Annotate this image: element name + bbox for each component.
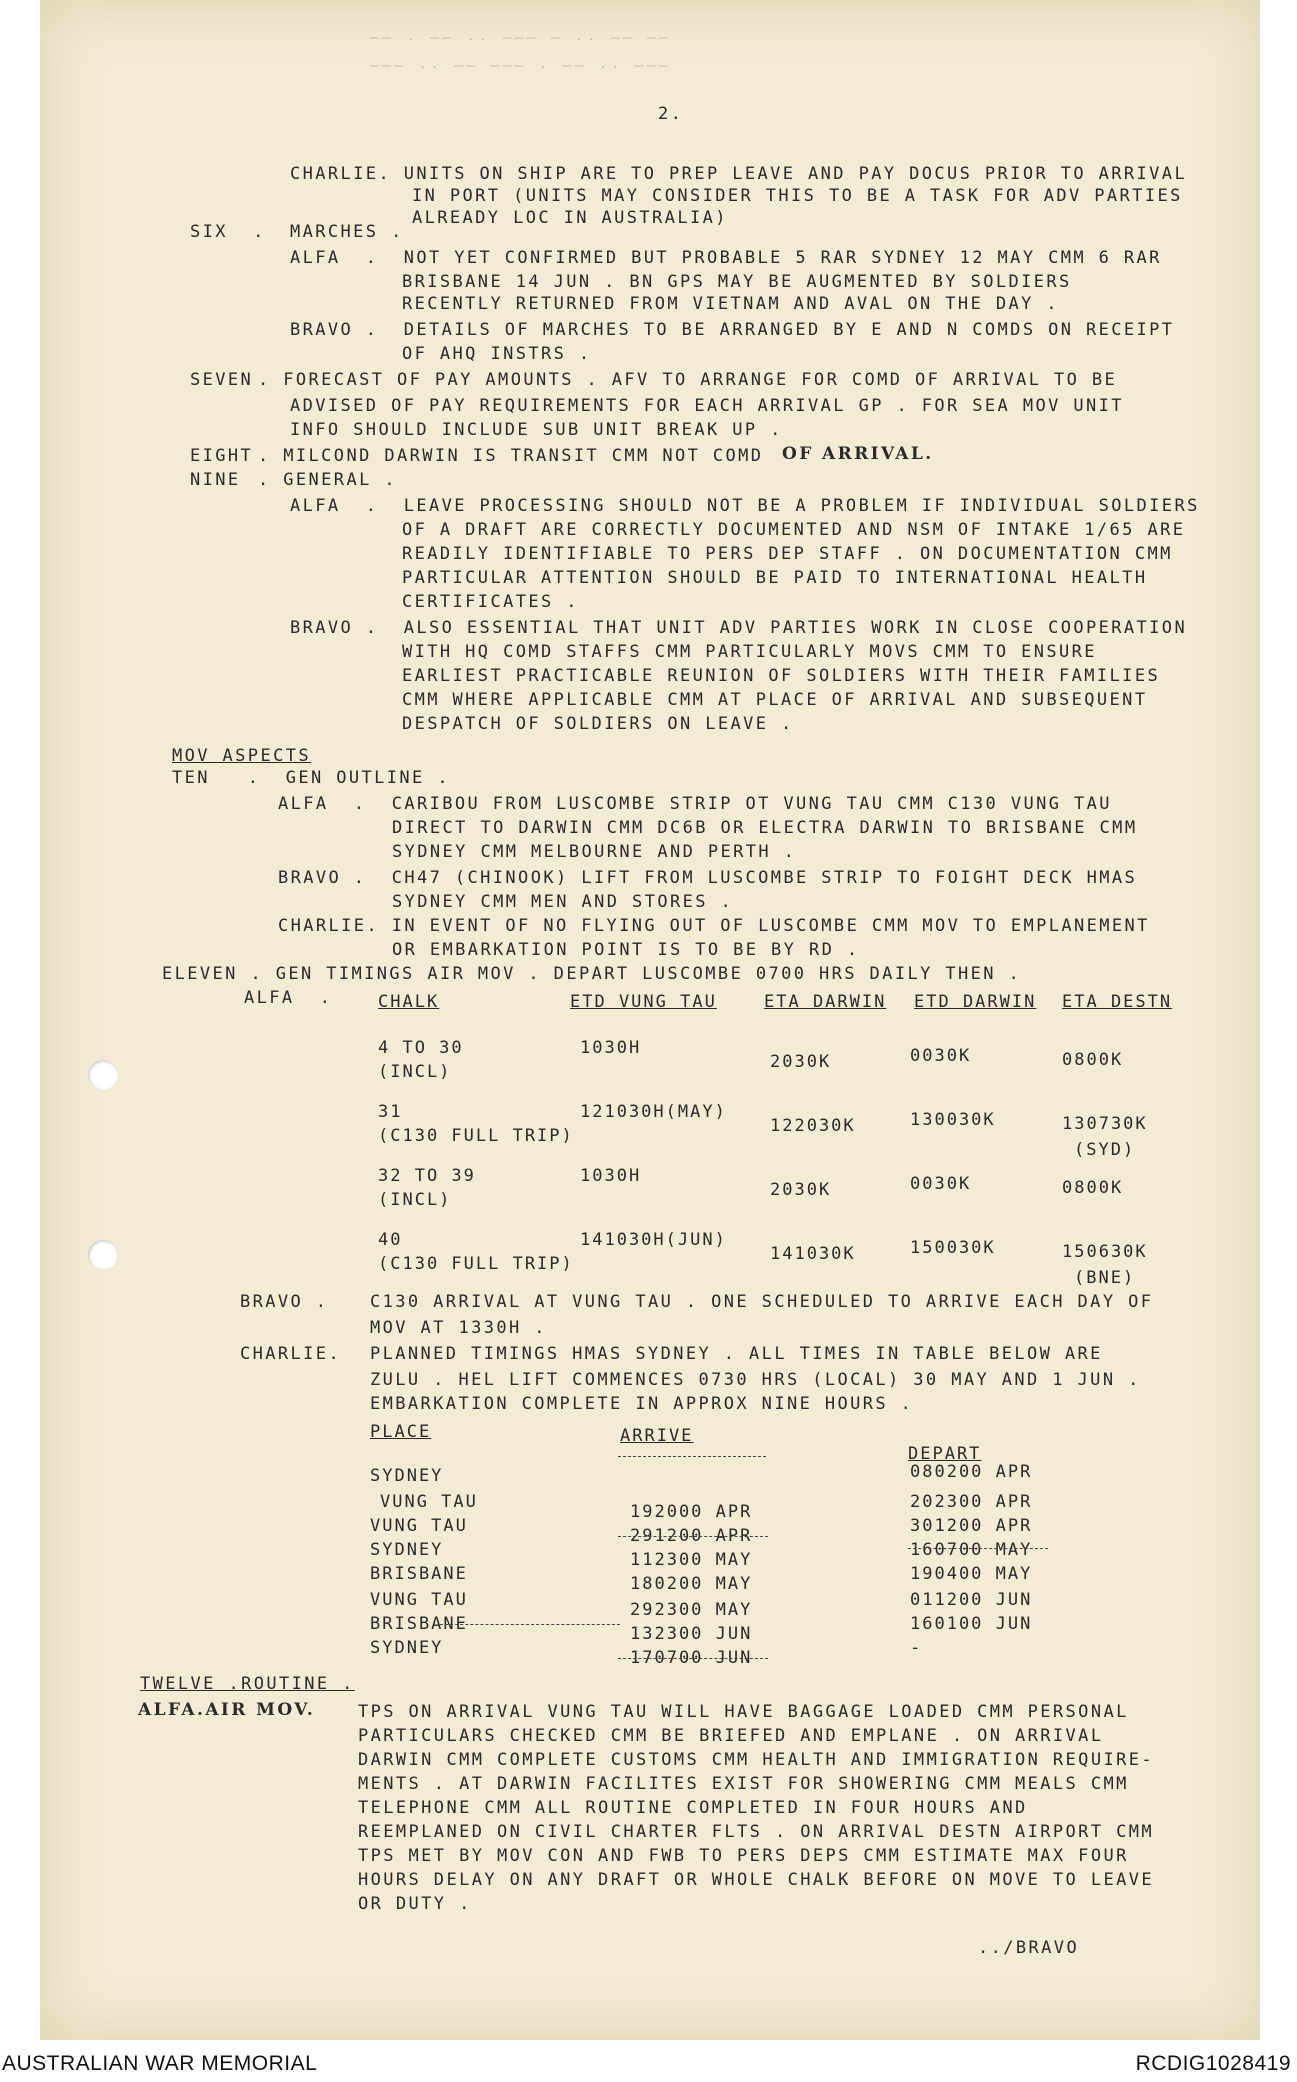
table-rule [908, 1548, 1048, 1549]
mov-line: OR EMBARKATION POINT IS TO BE BY RD . [392, 940, 860, 960]
body-line: ALREADY LOC IN AUSTRALIA) [412, 208, 728, 228]
air-table-cell: 2030K [770, 1052, 832, 1072]
routine-line: TELEPHONE CMM ALL ROUTINE COMPLETED IN FOUR HOURS AND [358, 1798, 1028, 1818]
body-line: BRAVO . ALSO ESSENTIAL THAT UNIT ADV PARTIES WORK IN CLOSE COOPERATION [290, 618, 1188, 638]
routine-line: OR DUTY . [358, 1894, 472, 1914]
air-table-cell: 0030K [910, 1174, 972, 1194]
section-label: BRAVO . [240, 1292, 329, 1312]
routine-line: TPS MET BY MOV CON AND FWB TO PERS DEPS CMM ESTIMATE MAX FOUR [358, 1846, 1129, 1866]
air-table-cell: 0800K [1062, 1050, 1124, 1070]
air-table-cell: 32 TO 39 [378, 1166, 476, 1186]
ship-table-cell: VUNG TAU [380, 1492, 478, 1512]
air-table-cell: (C130 FULL TRIP) [378, 1126, 574, 1146]
table-rule [618, 1536, 768, 1537]
of-arrival-text: OF ARRIVAL. [782, 444, 934, 464]
body-line: INFO SHOULD INCLUDE SUB UNIT BREAK UP . [290, 420, 783, 440]
air-table-cell: 122030K [770, 1116, 856, 1136]
ship-table-cell: - [910, 1638, 923, 1658]
section-label: SEVEN [190, 370, 254, 390]
body-line: PLANNED TIMINGS HMAS SYDNEY . ALL TIMES IN TABLE BELOW ARE [370, 1344, 1103, 1364]
ship-table-header: DEPART [908, 1444, 982, 1464]
air-table-cell: 1030H [580, 1038, 642, 1058]
section-label: EIGHT [190, 446, 254, 466]
ship-table-cell: 292300 MAY [630, 1600, 753, 1620]
ship-table-cell: BRISBANE [370, 1614, 468, 1634]
ship-table-cell: 132300 JUN [630, 1624, 753, 1644]
mov-line: SYDNEY CMM MEN AND STORES . [392, 892, 734, 912]
body-line: READILY IDENTIFIABLE TO PERS DEP STAFF . ON DOCUMENTATION CMM [402, 544, 1173, 564]
body-line: BRISBANE 14 JUN . BN GPS MAY BE AUGMENTED BY SOLDIERS [402, 272, 1072, 292]
mov-line: BRAVO . CH47 (CHINOOK) LIFT FROM LUSCOMBE STRIP TO FOIGHT DECK HMAS [278, 868, 1138, 888]
ship-table-cell: 301200 APR [910, 1516, 1033, 1536]
air-table-cell: 4 TO 30 [378, 1038, 464, 1058]
body-line: WITH HQ COMD STAFFS CMM PARTICULARLY MOVS CMM TO ENSURE [402, 642, 1097, 662]
ship-table-header: ARRIVE [620, 1426, 694, 1446]
mov-line: DIRECT TO DARWIN CMM DC6B OR ELECTRA DARWIN TO BRISBANE CMM [392, 818, 1138, 838]
body-line: ALFA . LEAVE PROCESSING SHOULD NOT BE A PROBLEM IF INDIVIDUAL SOLDIERS [290, 496, 1200, 516]
body-line: . GENERAL . [258, 470, 397, 490]
air-table-header: CHALK [378, 992, 440, 1012]
ship-table-cell: SYDNEY [370, 1466, 444, 1486]
ship-table-cell: 202300 APR [910, 1492, 1033, 1512]
mov-line: ELEVEN . GEN TIMINGS AIR MOV . DEPART LUSCOMBE 0700 HRS DAILY THEN . [162, 964, 1022, 984]
table-rule [440, 1624, 620, 1625]
air-table-cell: (BNE) [1074, 1268, 1136, 1288]
air-table-cell: 150630K [1062, 1242, 1148, 1262]
body-line: . FORECAST OF PAY AMOUNTS . AFV TO ARRANGE FOR COMD OF ARRIVAL TO BE [258, 370, 1118, 390]
section-label: SIX . [190, 222, 266, 242]
body-line: IN PORT (UNITS MAY CONSIDER THIS TO BE A TASK FOR ADV PARTIES [412, 186, 1183, 206]
table-rule [618, 1658, 768, 1659]
routine-line: DARWIN CMM COMPLETE CUSTOMS CMM HEALTH AND IMMIGRATION REQUIRE- [358, 1750, 1154, 1770]
punch-hole [88, 1060, 118, 1090]
routine-line: MENTS . AT DARWIN FACILITES EXIST FOR SHOWERING CMM MEALS CMM [358, 1774, 1129, 1794]
section-label: CHARLIE. [240, 1344, 342, 1364]
body-line: CHARLIE. UNITS ON SHIP ARE TO PREP LEAVE AND PAY DOCUS PRIOR TO ARRIVAL [290, 164, 1188, 184]
archive-name: AUSTRALIAN WAR MEMORIAL [2, 2052, 318, 2075]
ship-table-cell: VUNG TAU [370, 1590, 468, 1610]
air-table-cell: (INCL) [378, 1062, 452, 1082]
routine-line: REEMPLANED ON CIVIL CHARTER FLTS . ON ARRIVAL DESTN AIRPORT CMM [358, 1822, 1154, 1842]
air-table-cell: 130030K [910, 1110, 996, 1130]
body-line: ALFA . NOT YET CONFIRMED BUT PROBABLE 5 RAR SYDNEY 12 MAY CMM 6 RAR [290, 248, 1162, 268]
page-number: 2. [658, 104, 684, 124]
body-line: RECENTLY RETURNED FROM VIETNAM AND AVAL ON THE DAY . [402, 294, 1060, 314]
body-line: C130 ARRIVAL AT VUNG TAU . ONE SCHEDULED TO ARRIVE EACH DAY OF [370, 1292, 1154, 1312]
ship-table-cell: 160100 JUN [910, 1614, 1033, 1634]
ship-table-header: PLACE [370, 1422, 432, 1442]
body-line: ZULU . HEL LIFT COMMENCES 0730 HRS (LOCAL) 30 MAY AND 1 JUN . [370, 1370, 1141, 1390]
ship-table-cell: VUNG TAU [370, 1516, 468, 1536]
body-line: ADVISED OF PAY REQUIREMENTS FOR EACH ARRIVAL GP . FOR SEA MOV UNIT [290, 396, 1124, 416]
body-line: EARLIEST PRACTICABLE REUNION OF SOLDIERS WITH THEIR FAMILIES [402, 666, 1161, 686]
table-label: ALFA . [244, 988, 333, 1008]
air-table-cell: 0800K [1062, 1178, 1124, 1198]
twelve-heading: TWELVE .ROUTINE . [140, 1674, 355, 1694]
archive-footer [0, 2040, 1297, 2082]
air-table-header: ETA DESTN [1062, 992, 1173, 1012]
body-line: CERTIFICATES . [402, 592, 579, 612]
alfa-air-mov-label: ALFA.AIR MOV. [138, 1700, 316, 1720]
body-line: . MILCOND DARWIN IS TRANSIT CMM NOT COMD [258, 446, 764, 466]
body-line: PARTICULAR ATTENTION SHOULD BE PAID TO INTERNATIONAL HEALTH [402, 568, 1148, 588]
air-table-cell: 31 [378, 1102, 403, 1122]
ship-table-cell: 190400 MAY [910, 1564, 1033, 1584]
air-table-cell: 121030H(MAY) [580, 1102, 727, 1122]
ship-table-cell: 011200 JUN [910, 1590, 1033, 1610]
ship-table-cell: 160700 MAY [910, 1540, 1033, 1560]
body-line: MARCHES . [290, 222, 404, 242]
air-table-cell: 150030K [910, 1238, 996, 1258]
air-table-header: ETD VUNG TAU [570, 992, 717, 1012]
body-line: EMBARKATION COMPLETE IN APPROX NINE HOURS . [370, 1394, 914, 1414]
show-through-text: ——— ·· —— ——— · —— ·· ——— [370, 58, 671, 76]
document-page [40, 0, 1260, 2040]
ship-table-cell: 112300 MAY [630, 1550, 753, 1570]
air-table-cell: (C130 FULL TRIP) [378, 1254, 574, 1274]
mov-aspects-heading: MOV ASPECTS [172, 746, 311, 766]
air-table-cell: 0030K [910, 1046, 972, 1066]
archive-id: RCDIG1028419 [1135, 2052, 1291, 2075]
ship-table-cell: 180200 MAY [630, 1574, 753, 1594]
air-table-cell: (INCL) [378, 1190, 452, 1210]
body-line: OF A DRAFT ARE CORRECTLY DOCUMENTED AND NSM OF INTAKE 1/65 ARE [402, 520, 1186, 540]
air-table-cell: 130730K [1062, 1114, 1148, 1134]
mov-line: ALFA . CARIBOU FROM LUSCOMBE STRIP OT VUNG TAU CMM C130 VUNG TAU [278, 794, 1112, 814]
ship-table-cell: SYDNEY [370, 1638, 444, 1658]
body-line: OF AHQ INSTRS . [402, 344, 592, 364]
air-table-cell: 141030K [770, 1244, 856, 1264]
body-line: DESPATCH OF SOLDIERS ON LEAVE . [402, 714, 794, 734]
air-table-cell: (SYD) [1074, 1140, 1136, 1160]
punch-hole [88, 1240, 118, 1270]
air-table-cell: 40 [378, 1230, 403, 1250]
body-line: CMM WHERE APPLICABLE CMM AT PLACE OF ARRIVAL AND SUBSEQUENT [402, 690, 1148, 710]
section-label: NINE [190, 470, 254, 490]
air-table-cell: 1030H [580, 1166, 642, 1186]
table-rule [618, 1456, 766, 1457]
ship-table-cell: 170700 JUN [630, 1648, 753, 1668]
mov-line: CHARLIE. IN EVENT OF NO FLYING OUT OF LUSCOMBE CMM MOV TO EMPLANEMENT [278, 916, 1150, 936]
air-table-cell: 141030H(JUN) [580, 1230, 727, 1250]
ship-table-cell: SYDNEY [370, 1540, 444, 1560]
show-through-text: —— · —— ·· ——— — ·· —— —— [370, 30, 671, 48]
air-table-header: ETD DARWIN [914, 992, 1037, 1012]
continuation-marker: ../BRAVO [978, 1938, 1080, 1958]
ship-table-cell: 080200 APR [910, 1462, 1033, 1482]
ship-table-cell: 192000 APR [630, 1502, 753, 1522]
body-line: BRAVO . DETAILS OF MARCHES TO BE ARRANGED BY E AND N COMDS ON RECEIPT [290, 320, 1175, 340]
mov-line: TEN . GEN OUTLINE . [172, 768, 450, 788]
ship-table-cell: BRISBANE [370, 1564, 468, 1584]
air-table-header: ETA DARWIN [764, 992, 887, 1012]
mov-line: SYDNEY CMM MELBOURNE AND PERTH . [392, 842, 797, 862]
body-line: MOV AT 1330H . [370, 1318, 547, 1338]
routine-line: HOURS DELAY ON ANY DRAFT OR WHOLE CHALK BEFORE ON MOVE TO LEAVE [358, 1870, 1154, 1890]
ship-table-cell: 291200 APR [630, 1526, 753, 1546]
air-table-cell: 2030K [770, 1180, 832, 1200]
routine-line: TPS ON ARRIVAL VUNG TAU WILL HAVE BAGGAGE LOADED CMM PERSONAL [358, 1702, 1129, 1722]
routine-line: PARTICULARS CHECKED CMM BE BRIEFED AND EMPLANE . ON ARRIVAL [358, 1726, 1104, 1746]
